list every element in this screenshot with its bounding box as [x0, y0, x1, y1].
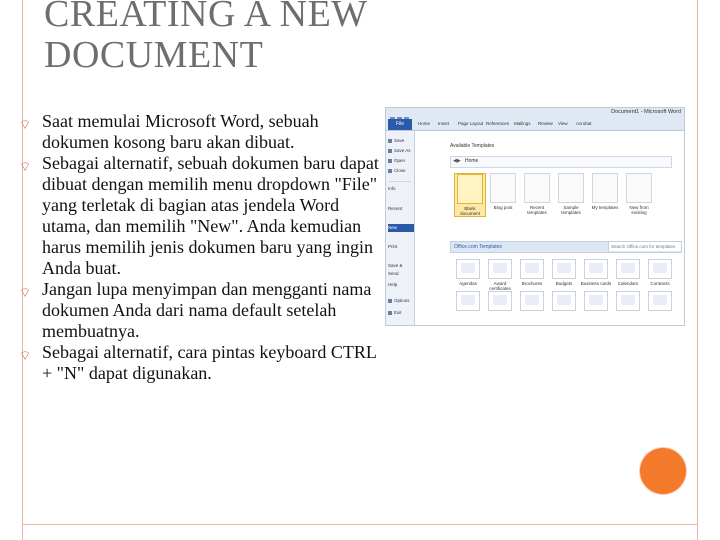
folder-icon [616, 291, 640, 311]
office-template-row2 [548, 291, 580, 311]
decorative-circle [640, 448, 686, 494]
backstage-open: Open [388, 157, 414, 165]
bullet-text: Saat memulai Microsoft Word, sebuah dokumen kosong baru akan dibuat. [42, 111, 319, 152]
close-icon [388, 169, 392, 173]
tab-file: File [388, 119, 412, 130]
office-template-row2 [612, 291, 644, 311]
folder-icon [552, 259, 576, 279]
tab-page-layout: Page Layout [458, 121, 484, 126]
bullet-item [18, 153, 383, 279]
office-template-contracts: Contracts [644, 259, 676, 286]
quick-access-toolbar [390, 109, 430, 115]
tab-acrobat: Acrobat [576, 121, 592, 126]
slide-frame-bottom [22, 524, 698, 525]
office-template-award: Award certificates [484, 259, 516, 291]
bullet-item [18, 279, 383, 342]
backstage-menu [386, 131, 415, 325]
save-icon [388, 139, 392, 143]
bullet-text: Jangan lupa menyimpan dan mengganti nama dokumen Anda dari nama default setelah membuatnya. [42, 279, 372, 341]
backstage-help: Help [388, 282, 398, 287]
tab-home: Home [418, 121, 431, 126]
office-template-brochures: Brochures [516, 259, 548, 286]
officecom-templates-bar [450, 241, 682, 253]
folder-icon [584, 259, 608, 279]
ribbon-bar [386, 108, 684, 131]
folder-icon [388, 159, 392, 163]
template-new-from-existing: New from existing [624, 173, 654, 215]
available-templates-heading: Available Templates [450, 143, 495, 149]
folder-icon [648, 259, 672, 279]
office-template-agendas: Agendas [452, 259, 484, 286]
tab-view: View [558, 121, 568, 126]
new-document-pane [416, 131, 684, 325]
word-screenshot [385, 107, 685, 326]
backstage-recent: Recent [388, 206, 403, 211]
ribbon-tabs [386, 119, 684, 130]
bullet-text: Sebagai alternatif, sebuah dokumen baru dapat dibuat dengan memilih menu dropdown "File" yang terletak di bagian atas jendela Word utama, dan memilih "New". Anda kemudian harus memilih jenis dokumen baru yang ingin Anda buat. [42, 153, 379, 278]
template-nav-bar [450, 156, 672, 168]
backstage-save: Save [388, 137, 414, 145]
folder-icon [552, 291, 576, 311]
bullet-item [18, 111, 383, 153]
tab-mailings: Mailings [514, 121, 531, 126]
recent-templates-icon [524, 173, 550, 203]
office-template-row2 [484, 291, 516, 311]
template-blog-post: Blog post [488, 173, 518, 210]
my-templates-icon [592, 173, 618, 203]
folder-icon [488, 291, 512, 311]
save-as-icon [388, 149, 392, 153]
slide-frame-right [697, 0, 698, 540]
bullet-item [18, 342, 383, 384]
folder-icon [488, 259, 512, 279]
new-from-existing-icon [626, 173, 652, 203]
bullet-icon: ⌔ [19, 160, 32, 175]
blog-post-icon [490, 173, 516, 203]
window-title: Document1 - Microsoft Word [611, 109, 681, 115]
officecom-label: Office.com Templates [454, 244, 502, 250]
backstage-print: Print [388, 244, 398, 249]
backstage-save-send: Save & Send [388, 263, 403, 276]
folder-icon [584, 291, 608, 311]
backstage-info: Info [388, 186, 396, 191]
office-template-budgets: Budgets [548, 259, 580, 286]
tab-references: References [486, 121, 510, 126]
backstage-new: New [388, 224, 414, 232]
office-template-calendars: Calendars [612, 259, 644, 286]
office-template-row2 [516, 291, 548, 311]
bullet-icon: ⌔ [19, 349, 32, 364]
options-icon [388, 299, 392, 303]
bullet-icon: ⌔ [19, 118, 32, 133]
backstage-options: Options [388, 297, 414, 305]
tab-insert: Insert [438, 121, 450, 126]
slide-title: CREATING A NEW DOCUMENT [44, 0, 367, 76]
sample-templates-icon [558, 173, 584, 203]
office-template-row2 [644, 291, 676, 311]
folder-icon [456, 291, 480, 311]
backstage-exit: Exit [388, 309, 414, 317]
folder-icon [520, 259, 544, 279]
office-template-row2 [580, 291, 612, 311]
backstage-close: Close [388, 167, 414, 175]
template-blank-document: Blank document [454, 173, 486, 217]
home-breadcrumb: Home [465, 158, 479, 164]
folder-icon [616, 259, 640, 279]
back-forward-icon: ◀▶ [453, 158, 461, 164]
folder-icon [520, 291, 544, 311]
office-template-business-cards: Business cards [580, 259, 612, 286]
folder-icon [456, 259, 480, 279]
bullet-text: Sebagai alternatif, cara pintas keyboard CTRL + "N" dapat digunakan. [42, 342, 377, 383]
template-my: My templates [590, 173, 620, 210]
template-search-input: Search Office.com for templates [608, 242, 681, 251]
bullet-list [18, 111, 383, 384]
template-sample: Sample templates [556, 173, 586, 215]
blank-document-icon [457, 174, 483, 204]
tab-review: Review [538, 121, 553, 126]
bullet-icon: ⌔ [19, 286, 32, 301]
divider [389, 181, 411, 182]
folder-icon [648, 291, 672, 311]
template-recent: Recent templates [522, 173, 552, 215]
backstage-save-as: Save As [388, 147, 414, 155]
office-template-row2 [452, 291, 484, 311]
exit-icon [388, 311, 392, 315]
